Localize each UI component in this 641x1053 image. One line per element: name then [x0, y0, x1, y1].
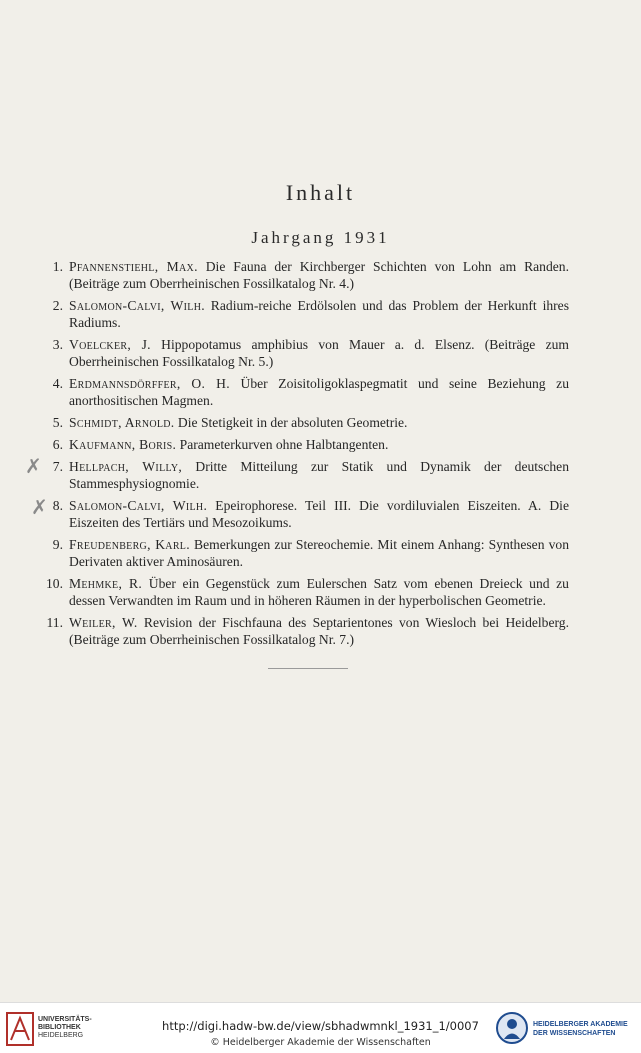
toc-entry	[46, 614, 569, 648]
divider-rule	[268, 668, 348, 669]
academy-seal-icon[interactable]	[495, 1010, 529, 1046]
entry-title: Die Stetigkeit in der absoluten Geometrie.	[177, 415, 408, 430]
entry-title: Dritte Mitteilung zur Statik und Dynamik der deutschen Stammesphysiognomie.	[69, 459, 570, 491]
entry-number: 1.	[52, 259, 63, 274]
toc-entry	[52, 297, 569, 331]
entry-author: Schmidt, Arnold.	[69, 415, 175, 430]
entry-number: 3.	[52, 337, 63, 352]
entry-author: Freudenberg, Karl.	[69, 537, 190, 552]
academy-name	[533, 1020, 628, 1038]
entry-title: Hippopotamus amphibius von Mauer a. d. Elsenz. (Beiträge zum Oberrheinischen Fossilkatalog Nr. 5.)	[69, 337, 569, 369]
volume-subtitle: Jahrgang 1931	[251, 228, 390, 247]
toc-entry	[31, 495, 569, 531]
library-line: BIBLIOTHEK	[38, 1024, 81, 1031]
entry-number: 4.	[52, 376, 63, 391]
library-line: UNIVERSITÄTS-	[38, 1016, 92, 1023]
library-line: HEIDELBERG	[38, 1032, 84, 1039]
toc-entry	[25, 454, 570, 492]
entry-author: Erdmannsdörffer, O. H.	[69, 376, 230, 391]
entry-title: Die Fauna der Kirchberger Schichten von Lohn am Randen. (Beiträge zum Oberrheinischen Fossilkatalog Nr. 4.)	[69, 259, 569, 291]
entry-title: Radium-reiche Erdölsolen und das Problem der Herkunft ihres Radiums.	[69, 298, 569, 330]
academy-line: DER WISSENSCHAFTEN	[533, 1030, 616, 1037]
entry-number: 5.	[52, 415, 63, 430]
toc-entry	[52, 375, 570, 409]
entry-number: 9.	[52, 537, 63, 552]
entry-title: Revision der Fischfauna des Septarientones von Wiesloch bei Heidelberg. (Beiträge zum Oberrheinischen Fossilkatalog Nr. 7.)	[69, 615, 569, 647]
entry-title: Epeirophorese. Teil III. Die vordiluvialen Eiszeiten. A. Die Eiszeiten des Tertiärs und Mesozoikums.	[69, 498, 569, 530]
toc-entry	[52, 436, 569, 453]
entry-author: Hellpach, Willy,	[69, 459, 183, 474]
entry-author: Salomon-Calvi, Wilh.	[69, 298, 205, 313]
pencil-cross-mark: ✗	[25, 454, 42, 478]
permalink-url[interactable]: http://digi.hadw-bw.de/view/sbhadwmnkl_1931_1/0007	[162, 1019, 479, 1033]
toc-entry	[52, 336, 569, 370]
entry-number: 8.	[52, 498, 63, 513]
academy-line: HEIDELBERGER AKADEMIE	[533, 1021, 628, 1028]
entry-author: Weiler, W.	[69, 615, 138, 630]
toc-entry	[52, 414, 569, 431]
toc-entry	[52, 258, 569, 292]
entry-title: Bemerkungen zur Stereochemie. Mit einem Anhang: Synthesen von Derivaten aktiver Aminosäuren.	[69, 537, 570, 569]
toc-entry	[46, 575, 569, 609]
entry-author: Voelcker, J.	[69, 337, 151, 352]
entry-title: Über Zoisitoligoklaspegmatit und seine Beziehung zu anorthositischen Magmen.	[69, 376, 570, 408]
toc-entry	[52, 536, 570, 570]
viewer-footer	[0, 1002, 641, 1053]
entry-number: 7.	[52, 459, 63, 474]
entry-author: Salomon-Calvi, Wilh.	[69, 498, 208, 513]
pencil-cross-mark: ✗	[31, 495, 48, 519]
entry-number: 2.	[52, 298, 63, 313]
entry-number: 10.	[46, 576, 63, 591]
page-title: Inhalt	[285, 180, 356, 205]
entry-author: Kaufmann, Boris.	[69, 437, 177, 452]
entry-author: Pfannenstiehl, Max.	[69, 259, 198, 274]
entry-number: 11.	[46, 615, 63, 630]
entry-title: Parameterkurven ohne Halbtangenten.	[179, 437, 389, 452]
entry-author: Mehmke, R.	[69, 576, 143, 591]
table-of-contents	[0, 258, 641, 653]
entry-number: 6.	[52, 437, 63, 452]
entry-title: Über ein Gegenstück zum Eulerschen Satz vom ebenen Dreieck und zu dessen Verwandten im Raum und in höheren Räumen in der hyperbolischen Geometrie.	[69, 576, 569, 608]
copyright-notice: © Heidelberger Akademie der Wissenschaften	[210, 1037, 431, 1048]
